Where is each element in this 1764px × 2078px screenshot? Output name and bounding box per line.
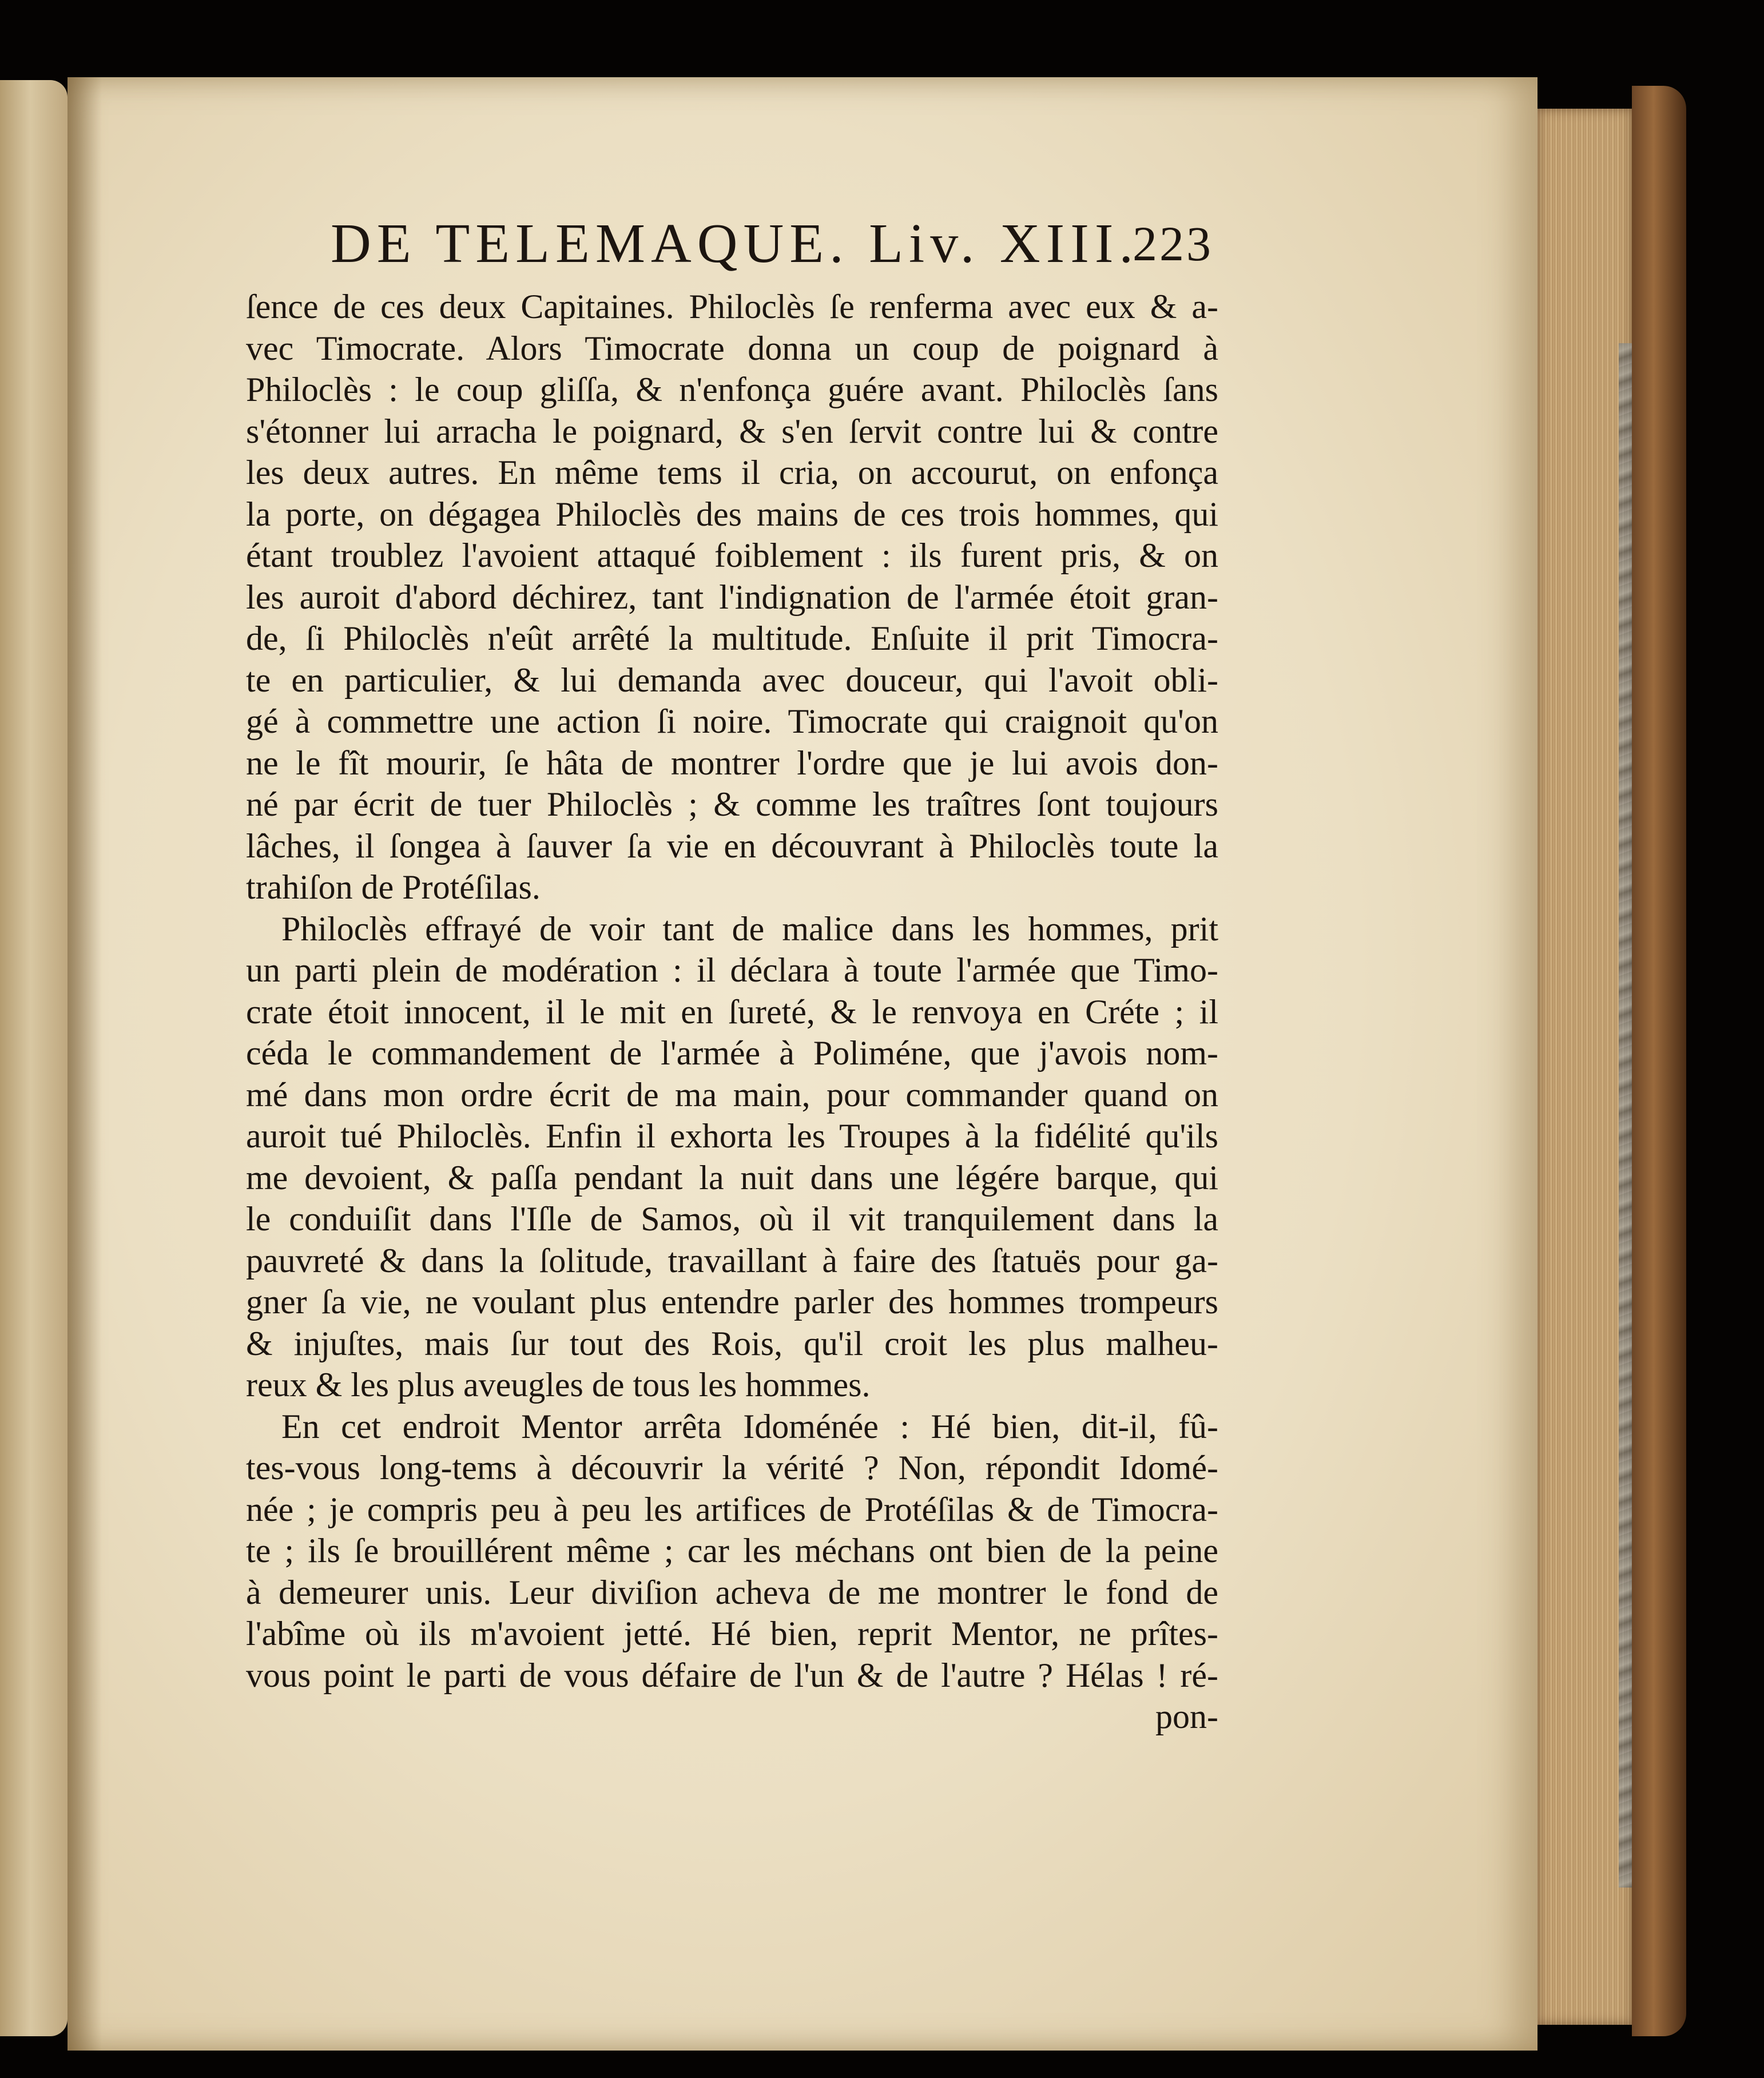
book-cover-edge — [1632, 86, 1686, 2036]
text-line: né par écrit de tuer Philoclès ; & comme les traîtres ſont toujours — [246, 785, 1218, 823]
text-line: les auroit d'abord déchirez, tant l'indignation de l'armée étoit gran- — [246, 578, 1218, 616]
text-line: te ; ils ſe brouillérent même ; car les méchans ont bien de la peine — [246, 1532, 1218, 1570]
text-line: & injuſtes, mais ſur tout des Rois, qu'il croit les plus malheu- — [246, 1324, 1218, 1362]
text-line: étant troublez l'avoient attaqué foiblement : ils furent pris, & on — [246, 537, 1218, 574]
text-line: les deux autres. En même tems il cria, on accourut, on enfonça — [246, 454, 1218, 491]
text-line: En cet endroit Mentor arrêta Idoménée : Hé bien, dit-il, fû- — [281, 1407, 1218, 1445]
text-line: me devoient, & paſſa pendant la nuit dans une légére barque, qui — [246, 1158, 1218, 1197]
page-fore-edge — [1537, 109, 1632, 2025]
text-line: pauvreté & dans la ſolitude, travaillant à faire des ſtatuës pour ga- — [246, 1241, 1218, 1280]
text-line: auroit tué Philoclès. Enfin il exhorta les Troupes à la fidélité qu'ils — [246, 1117, 1218, 1155]
page-number: 223 — [1133, 216, 1213, 271]
text-line: reux & les plus aveugles de tous les hommes. — [246, 1366, 871, 1404]
text-line: tes-vous long-tems à découvrir la vérité ? Non, répondit Idomé- — [246, 1449, 1218, 1487]
text-line: ne le fît mourir, ſe hâta de montrer l'ordre que je lui avois don- — [246, 744, 1218, 782]
text-line: trahiſon de Protéſilas. — [246, 868, 541, 906]
text-line: crate étoit innocent, il le mit en ſureté, & le renvoya en Créte ; il — [246, 992, 1218, 1031]
running-title: DE TELEMAQUE. Liv. XIII. — [331, 213, 1139, 275]
text-line: Philoclès : le coup gliſſa, & n'enfonça guére avant. Philoclès ſans — [246, 371, 1218, 408]
page-gutter-shadow — [67, 77, 102, 2051]
text-line: mé dans mon ordre écrit de ma main, pour commander quand on — [246, 1075, 1218, 1114]
body-text — [246, 286, 1218, 1738]
text-line: vec Timocrate. Alors Timocrate donna un coup de poignard à — [246, 329, 1218, 367]
page-text-block — [246, 212, 1218, 1738]
text-line: un parti plein de modération : il déclara à toute l'armée que Timo- — [246, 951, 1218, 989]
catchword: pon- — [1155, 1698, 1218, 1735]
text-line: de, ſi Philoclès n'eût arrêté la multitude. Enſuite il prit Timocra- — [246, 619, 1218, 657]
text-line: vous point le parti de vous défaire de l'un & de l'autre ? Hélas ! ré- — [246, 1656, 1218, 1694]
text-line: née ; je compris peu à peu les artifices de Protéſilas & de Timocra- — [246, 1490, 1218, 1528]
text-line: gner ſa vie, ne voulant plus entendre parler des hommes trompeurs — [246, 1283, 1218, 1321]
running-head — [246, 212, 1218, 286]
text-line: gé à commettre une action ſi noire. Timocrate qui craignoit qu'on — [246, 702, 1218, 740]
facing-page-edge — [0, 80, 67, 2036]
text-line: lâches, il ſongea à ſauver ſa vie en découvrant à Philoclès toute la — [246, 827, 1218, 865]
text-line: te en particulier, & lui demanda avec douceur, qui l'avoit obli- — [246, 661, 1218, 699]
text-line: l'abîme où ils m'avoient jetté. Hé bien, reprit Mentor, ne prîtes- — [246, 1615, 1218, 1652]
text-line: le conduiſit dans l'Iſle de Samos, où il vit tranquilement dans la — [246, 1200, 1218, 1238]
text-line: à demeurer unis. Leur diviſion acheva de me montrer le fond de — [246, 1573, 1218, 1611]
text-line: la porte, on dégagea Philoclès des mains de ces trois hommes, qui — [246, 495, 1218, 533]
text-line: céda le commandement de l'armée à Poliméne, que j'avois nom- — [246, 1034, 1218, 1072]
text-line: ſence de ces deux Capitaines. Philoclès ſe renferma avec eux & a- — [246, 288, 1218, 325]
text-line: Philoclès effrayé de voir tant de malice dans les hommes, prit — [281, 909, 1218, 948]
text-line: s'étonner lui arracha le poignard, & s'en ſervit contre lui & contre — [246, 412, 1218, 450]
